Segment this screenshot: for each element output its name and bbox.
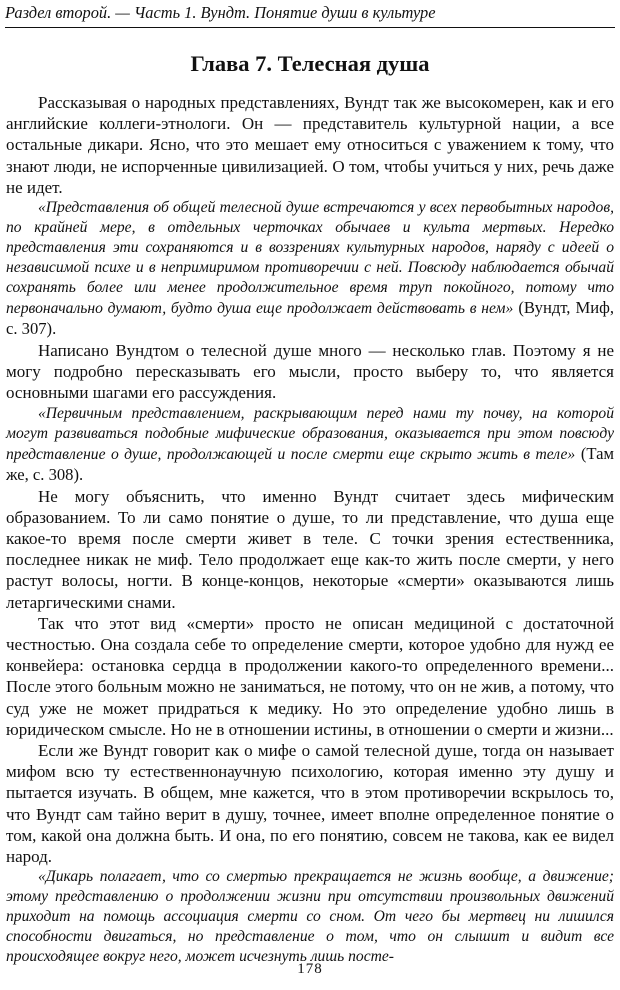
running-header: Раздел второй. — Часть 1. Вундт. Понятие души в культуре: [5, 3, 436, 22]
chapter-title: Глава 7. Телесная душа: [190, 51, 430, 76]
quote-2-text: «Первичным представлением, раскрывающим перед нами ту почву, на которой могут развиваться подобные мифические образования, оказывается при этом повсюду представление о душе, продолжающей и после смерти еще скрыто жить в теле»: [6, 404, 614, 463]
header-rule: [5, 27, 615, 28]
paragraph-5: Если же Вундт говорит как о мифе о самой телесной душе, тогда он называет мифом всю ту естественнонаучную психологию, которая именно эту душу и пытается изучать. В общем, мне кажется, что в этом противоречии вскрылось то, что Вундт сам тайно верит в душу, точнее, имеет вполне определенное понятие о том, какой она должна быть. И она, по его понятию, совсем не такова, как ее видел народ.: [6, 741, 614, 867]
quote-1: [6, 198, 614, 340]
quote-1-text: «Представления об общей телесной душе встречаются у всех первобытных народов, по крайней мере, в отдельных черточках обычаев и культа мертвых. Нередко представления эти сохраняются и в воззрениях культурных народов, наряду с идеей о независимой психе и в непримиримом противоречии с ней. Повсюду наблюдается обычай сохранять более или менее продолжительное время труп покойного, потому что первоначально думают, будто душа еще продолжает действовать в нем»: [6, 199, 614, 318]
paragraph-2: Написано Вундтом о телесной душе много — несколько глав. Поэтому я не могу подробно пересказывать его мысли, просто выберу то, что является основными шагами его рассуждения.: [6, 341, 614, 403]
page-number: 178: [297, 961, 323, 977]
quote-2: [6, 404, 614, 486]
quote-3-text: «Дикарь полагает, что со смертью прекращается не жизнь вообще, а движение; этому представлению о продолжении жизни при отсутствии произвольных движений приходит на помощь ассоциация смерти со сном. От чего бы мертвец ни лишился способности двигаться, но представление о том, что он слышит и видит все происходящее вокруг него, может исчезнуть лишь посте-: [6, 868, 614, 966]
paragraph-4: Так что этот вид «смерти» просто не описан медициной с достаточной честностью. Она создала себе то определение смерти, которое удобно для нужд ее конвейера: остановка сердца в продолжении какого-то определенного времени... После этого больным можно не заниматься, не потому, что он не жив, а потому, что суд уже не может придраться к медику. Но это определение удобно лишь в юридическом смысле. Но не в отношении истины, в отношении о смерти и жизни...: [6, 613, 614, 739]
quote-3: [6, 867, 614, 967]
quote-1-citation: (Вундт, Миф, с. 307).: [6, 298, 614, 339]
quote-2-citation: (Там же, с. 308).: [6, 443, 614, 484]
page-text: [6, 92, 614, 966]
paragraph-3: Не могу объяснить, что именно Вундт считает здесь мифическим образованием. То ли само понятие о душе, то ли представление, что душа еще какое-то время после смерти живет в теле. С точки зрения естественника, последнее никак не миф. Тело продолжает еще как-то жить после смерти, у него растут волосы, ногти. В конце-концов, некоторые «смерти» оказываются лишь летаргическими снами.: [6, 486, 614, 612]
paragraph-1: Рассказывая о народных представлениях, Вундт так же высокомерен, как и его английские коллеги-этнологи. Он — представитель культурной нации, а все остальные дикари. Ясно, что это мешает ему относиться с уважением к тому, что знают люди, не испорченные цивилизацией. О том, чтобы учиться у них, речь даже не идет.: [6, 93, 614, 197]
